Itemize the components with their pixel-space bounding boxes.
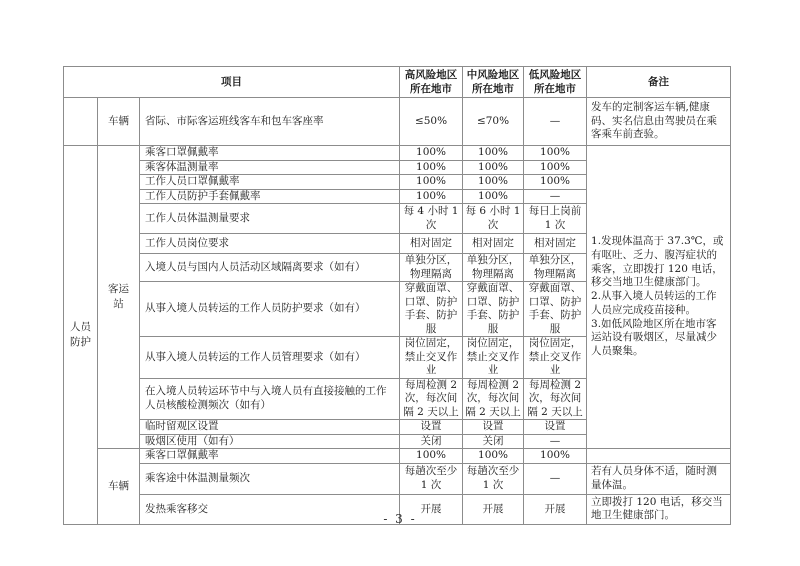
value-cell-low: 单独分区，物理隔离 — [524, 254, 587, 282]
value-cell-mid: 单独分区，物理隔离 — [463, 254, 524, 282]
value-cell-high: 岗位固定，禁止交叉作业 — [400, 337, 463, 379]
item-cell: 省际、市际客运班线客车和包车客座率 — [140, 98, 400, 146]
header-cell-high-risk: 高风险地区所在地市 — [400, 67, 463, 98]
value-cell-low: 100% — [524, 175, 587, 190]
subgroup-cell-vehicle-bottom: 车辆 — [98, 449, 140, 525]
value-cell-mid: 设置 — [463, 420, 524, 435]
value-cell-high: 100% — [400, 175, 463, 190]
remark-cell — [587, 449, 731, 464]
value-cell-low: 每周检测 2 次，每次间隔 2 天以上 — [524, 378, 587, 420]
item-cell: 工作人员岗位要求 — [140, 234, 400, 254]
item-cell: 工作人员口罩佩戴率 — [140, 175, 400, 190]
value-cell-high: 每趟次至少 1 次 — [400, 463, 463, 494]
value-cell-high: 开展 — [400, 494, 463, 525]
value-cell-mid: 100% — [463, 175, 524, 190]
value-cell-mid: 100% — [463, 189, 524, 204]
subgroup-cell-vehicle-top: 车辆 — [98, 98, 140, 146]
value-cell-low: — — [524, 98, 587, 146]
value-cell-high: ≤50% — [400, 98, 463, 146]
item-cell: 乘客途中体温测量频次 — [140, 463, 400, 494]
document-page — [63, 66, 731, 525]
value-cell-high: 每周检测 2 次，每次间隔 2 天以上 — [400, 378, 463, 420]
remark-cell-merged — [587, 146, 731, 449]
value-cell-high: 穿戴面罩、口罩、防护手套、防护服 — [400, 282, 463, 337]
value-cell-high: 100% — [400, 189, 463, 204]
item-cell: 吸烟区使用（如有） — [140, 434, 400, 449]
remark-note: 1.发现体温高于 37.3℃，或有呕吐、乏力、腹泻症状的乘客，立即拨打 120 电话，移交当地卫生健康部门。 — [591, 234, 724, 289]
value-cell-low: 开展 — [524, 494, 587, 525]
value-cell-low: 每日上岗前 1 次 — [524, 204, 587, 234]
page-number: - 3 - — [383, 512, 417, 526]
value-cell-high: 100% — [400, 146, 463, 161]
item-cell: 从事入境人员转运的工作人员防护要求（如有） — [140, 282, 400, 337]
value-cell-high: 关闭 — [400, 434, 463, 449]
epidemic-control-table — [63, 66, 731, 525]
value-cell-high: 100% — [400, 449, 463, 464]
value-cell-mid: 开展 — [463, 494, 524, 525]
value-cell-low: — — [524, 189, 587, 204]
item-cell: 入境人员与国内人员活动区域隔离要求（如有） — [140, 254, 400, 282]
value-cell-mid: 穿戴面罩、口罩、防护手套、防护服 — [463, 282, 524, 337]
value-cell-mid: 100% — [463, 146, 524, 161]
header-cell-low-risk: 低风险地区所在地市 — [524, 67, 587, 98]
value-cell-high: 100% — [400, 160, 463, 175]
value-cell-low: 设置 — [524, 420, 587, 435]
header-cell-remark: 备注 — [587, 67, 731, 98]
item-cell: 在入境人员转运环节中与入境人员有直接接触的工作人员核酸检测频次（如有） — [140, 378, 400, 420]
item-cell: 工作人员防护手套佩戴率 — [140, 189, 400, 204]
value-cell-low: 相对固定 — [524, 234, 587, 254]
remark-cell: 立即拨打 120 电话，移交当地卫生健康部门。 — [587, 494, 731, 525]
value-cell-mid: 100% — [463, 160, 524, 175]
value-cell-mid: 关闭 — [463, 434, 524, 449]
value-cell-mid: 每趟次至少 1 次 — [463, 463, 524, 494]
value-cell-mid: 每 6 小时 1 次 — [463, 204, 524, 234]
value-cell-mid: 每周检测 2 次，每次间隔 2 天以上 — [463, 378, 524, 420]
subgroup-cell-station: 客运站 — [98, 146, 140, 449]
item-cell: 乘客口罩佩戴率 — [140, 449, 400, 464]
value-cell-low: 100% — [524, 449, 587, 464]
value-cell-low: 岗位固定，禁止交叉作业 — [524, 337, 587, 379]
value-cell-high: 相对固定 — [400, 234, 463, 254]
item-cell: 乘客口罩佩戴率 — [140, 146, 400, 161]
value-cell-low: — — [524, 463, 587, 494]
item-cell: 乘客体温测量率 — [140, 160, 400, 175]
value-cell-low: — — [524, 434, 587, 449]
item-cell: 发热乘客移交 — [140, 494, 400, 525]
remark-note: 3.如低风险地区所在地市客运站设有吸烟区，尽量减少人员聚集。 — [591, 317, 718, 358]
remark-cell: 发车的定制客运车辆,健康码、实名信息由驾驶员在乘客乘车前查验。 — [587, 98, 731, 146]
value-cell-low: 100% — [524, 160, 587, 175]
header-cell-mid-risk: 中风险地区所在地市 — [463, 67, 524, 98]
group-cell-empty — [64, 98, 98, 146]
value-cell-mid: ≤70% — [463, 98, 524, 146]
remark-note: 2.从事入境人员转运的工作人员应完成疫苗接种。 — [591, 290, 717, 316]
value-cell-high: 单独分区，物理隔离 — [400, 254, 463, 282]
item-cell: 从事入境人员转运的工作人员管理要求（如有） — [140, 337, 400, 379]
value-cell-low: 100% — [524, 146, 587, 161]
value-cell-mid: 岗位固定，禁止交叉作业 — [463, 337, 524, 379]
item-cell: 工作人员体温测量要求 — [140, 204, 400, 234]
value-cell-mid: 相对固定 — [463, 234, 524, 254]
group-cell-personnel-protection: 人员防护 — [64, 146, 98, 525]
value-cell-low: 穿戴面罩、口罩、防护手套、防护服 — [524, 282, 587, 337]
value-cell-mid: 100% — [463, 449, 524, 464]
remark-cell: 若有人员身体不适，随时测量体温。 — [587, 463, 731, 494]
header-cell-item: 项目 — [64, 67, 400, 98]
value-cell-high: 设置 — [400, 420, 463, 435]
item-cell: 临时留观区设置 — [140, 420, 400, 435]
value-cell-high: 每 4 小时 1 次 — [400, 204, 463, 234]
